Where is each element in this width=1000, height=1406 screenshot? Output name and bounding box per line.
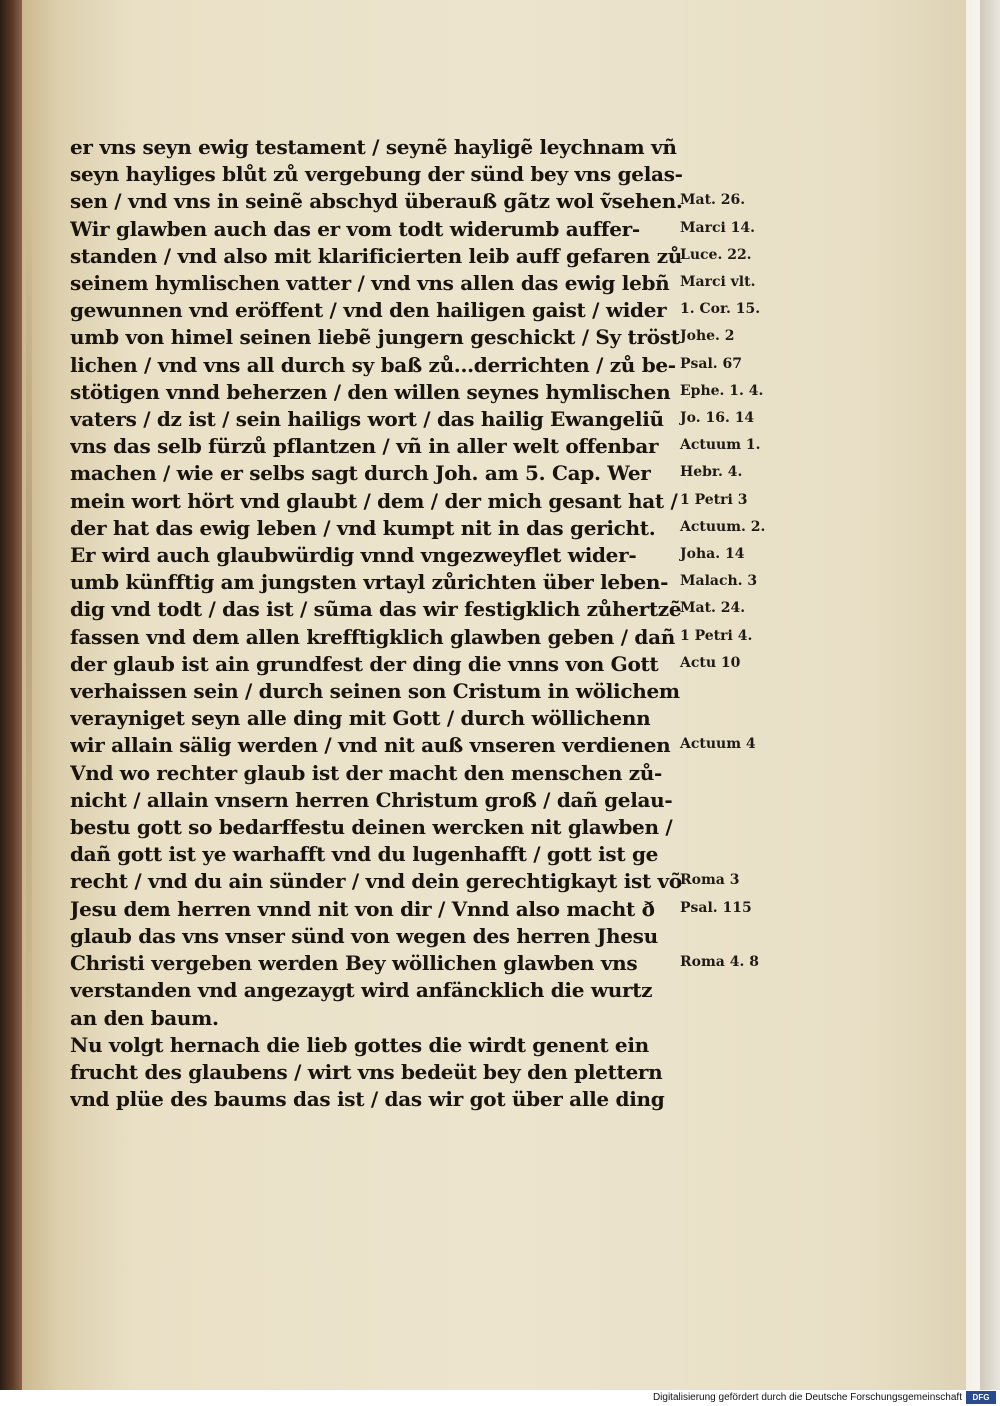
funding-credit: Digitalisierung gefördert durch die Deutsche Forschungsgemeinschaft xyxy=(652,1392,962,1403)
text-line: vns das selb fürzů pflantzen / vñ in aller welt offenbar xyxy=(70,434,659,459)
margin-note: Luce. 22. xyxy=(680,246,752,263)
text-line: dañ gott ist ye warhafft vnd du lugenhafft / gott ist ge xyxy=(70,842,659,867)
margin-note: Roma 4. 8 xyxy=(680,954,759,970)
margin-note: Mat. 24. xyxy=(680,600,746,617)
margin-note: Ephe. 1. 4. xyxy=(680,382,764,399)
margin-note: Hebr. 4. xyxy=(680,464,743,481)
margin-note: Actuum 4 xyxy=(680,736,756,753)
text-line: standen / vnd also mit klarificierten leib auff gefaren zů xyxy=(70,243,682,268)
margin-note: Jo. 16. 14 xyxy=(680,410,755,426)
margin-note: Marci vlt. xyxy=(680,274,756,290)
text-line: sen / vnd vns in seinẽ abschyd überauß gãtz wol ṽsehen. xyxy=(70,189,683,214)
body-text-block xyxy=(70,134,690,1113)
text-line: Christi vergeben werden Bey wöllichen glawben vns xyxy=(70,951,638,976)
text-line: Er wird auch glaubwürdig vnnd vngezweyflet wider- xyxy=(70,543,637,568)
text-line: verhaissen sein / durch seinen son Cristum in wölichem xyxy=(70,679,680,704)
text-line: Nu volgt hernach die lieb gottes die wirdt genent ein xyxy=(70,1032,649,1057)
margin-note: 1 Petri 4. xyxy=(680,627,753,644)
text-line: er vns seyn ewig testament / seynẽ hayligẽ leychnam vñ xyxy=(70,135,677,159)
text-line: fassen vnd dem allen krefftigklich glawben geben / dañ xyxy=(70,624,675,649)
text-line: der glaub ist ain grundfest der ding die vnns von Gott xyxy=(70,651,659,676)
footer-bar xyxy=(0,1390,1000,1406)
text-line: vaters / dz ist / sein hailigs wort / das hailig Ewangeliũ xyxy=(70,407,664,432)
margin-note: 1. Cor. 15. xyxy=(680,301,761,318)
text-line: verayniget seyn alle ding mit Gott / durch wöllichenn xyxy=(70,706,651,731)
text-line: Jesu dem herren vnnd nit von dir / Vnnd also macht ð xyxy=(70,896,655,921)
text-line: an den baum. xyxy=(70,1005,219,1030)
page-stain xyxy=(26,200,32,1100)
text-line: seyn hayliges blůt zů vergebung der sünd bey vns gelas- xyxy=(70,162,683,187)
text-line: seinem hymlischen vatter / vnd vns allen das ewig lebñ xyxy=(70,271,670,296)
text-line: glaub das vns vnser sünd von wegen des herren Jhesu xyxy=(70,923,658,948)
text-line: frucht des glaubens / wirt vns bedeüt bey den plettern xyxy=(70,1059,663,1084)
margin-note: Actuum 1. xyxy=(680,437,761,454)
book-cover-edge xyxy=(0,0,22,1390)
margin-note: Actu 10 xyxy=(680,654,741,671)
margin-note: Psal. 67 xyxy=(680,355,743,372)
dfg-logo: DFG xyxy=(966,1391,996,1404)
text-line: wir allain sälig werden / vnd nit auß vnseren verdienen xyxy=(70,733,671,758)
text-line: recht / vnd du ain sünder / vnd dein gerechtigkayt ist võ xyxy=(70,869,682,894)
margin-note: Psal. 115 xyxy=(680,899,752,916)
margin-note: Roma 3 xyxy=(680,872,740,889)
text-line: nicht / allain vnsern herren Christum groß / dañ gelau- xyxy=(70,787,673,812)
margin-note: 1 Petri 3 xyxy=(680,491,748,508)
text-line: stötigen vnnd beherzen / den willen seynes hymlischen xyxy=(70,379,671,404)
margin-note: Joha. 14 xyxy=(680,546,745,562)
text-line: der hat das ewig leben / vnd kumpt nit in das gericht. xyxy=(70,515,656,540)
margin-notes xyxy=(680,192,800,1200)
text-line: umb von himel seinen liebẽ jungern geschickt / Sy tröst xyxy=(70,325,680,350)
margin-note: Actuum. 2. xyxy=(680,518,766,535)
text-line: gewunnen vnd eröffent / vnd den hailigen gaist / wider xyxy=(70,298,667,323)
margin-note: Mat. 26. xyxy=(680,192,746,209)
text-line: machen / wie er selbs sagt durch Joh. am 5. Cap. Wer xyxy=(70,461,651,486)
margin-note: Malach. 3 xyxy=(680,573,758,590)
text-line: verstanden vnd angezaygt wird anfäncklich die wurtz xyxy=(70,978,653,1003)
text-line: mein wort hört vnd glaubt / dem / der mich gesant hat / xyxy=(70,488,678,513)
margin-note: Marci 14. xyxy=(680,219,756,236)
text-line: Vnd wo rechter glaub ist der macht den menschen zů- xyxy=(70,760,663,785)
text-line: bestu gott so bedarffestu deinen wercken nit glawben / xyxy=(70,815,673,840)
text-line: umb künfftig am jungsten vrtayl zůrichten über leben- xyxy=(70,570,669,595)
scan-background-edge xyxy=(980,0,1000,1390)
text-line: dig vnd todt / das ist / sũma das wir festigklich zůhertzẽ xyxy=(70,597,682,622)
margin-note: Johe. 2 xyxy=(680,328,735,345)
text-line: Wir glawben auch das er vom todt widerumb auffer- xyxy=(70,216,640,241)
text-line: vnd plüe des baums das ist / das wir got über alle ding xyxy=(70,1087,665,1112)
text-line: lichen / vnd vns all durch sy baß zů...derrichten / zů be- xyxy=(70,352,676,377)
